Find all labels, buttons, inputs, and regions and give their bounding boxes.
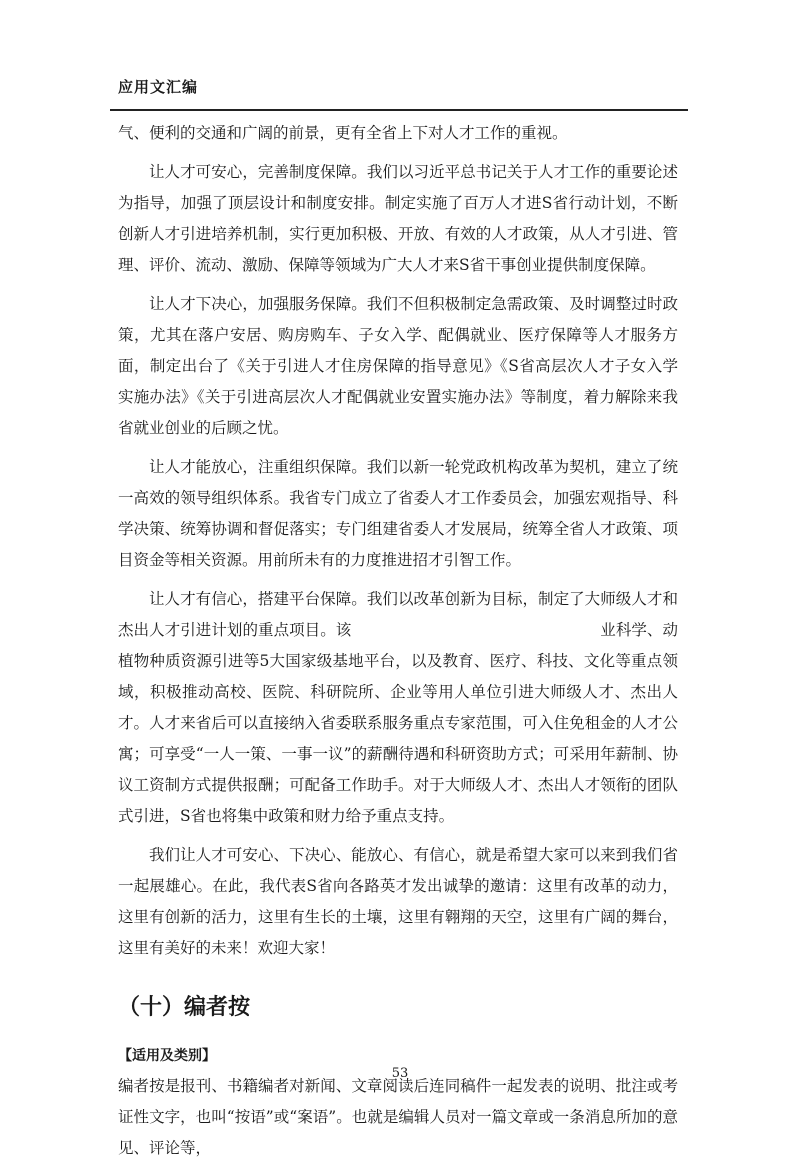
running-header: 应用文汇编: [118, 78, 199, 96]
paragraph-continued: 气、便利的交通和广阔的前景，更有全省上下对人才工作的重视。: [118, 124, 568, 142]
section-sub-heading: 【适用及类别】: [118, 1048, 216, 1064]
page-body: [118, 118, 678, 1164]
paragraph-organizational-guarantee: 让人才能放心，注重组织保障。我们以新一轮党政机构改革为契机，建立了统一高效的领导组织体系。我省专门成立了省委人才工作委员会，加强宏观指导、科学决策、统筹协调和督促落实；专门组建省委人才发展局，统筹全省人才政策、项目资金等相关资源。用前所未有的力度推进招才引智工作。: [118, 458, 678, 569]
paragraph-institutional-guarantee: 让人才可安心，完善制度保障。我们以习近平总书记关于人才工作的重要论述为指导，加强了顶层设计和制度安排。制定实施了百万人才进S省行动计划，不断创新人才引进培养机制，实行更加积极、开放、有效的人才政策，从人才引进、管理、评价、流动、激励、保障等领域为广大人才来S省干事创业提供制度保障。: [118, 163, 678, 274]
section-body-paragraph: 编者按是报刊、书籍编者对新闻、文章阅读后连同稿件一起发表的说明、批注或考证性文字，也叫“按语”或“案语”。也就是编辑人员对一篇文章或一条消息所加的意见、评论等，: [118, 1077, 678, 1157]
paragraph-invitation: 我们让人才可安心、下决心、能放心、有信心，就是希望大家可以来到我们省一起展雄心。在此，我代表S省向各路英才发出诚挚的邀请：这里有改革的动力，这里有创新的活力，这里有生长的土壤，这里有翱翔的天空，这里有广阔的舞台，这里有美好的未来！欢迎大家！: [118, 846, 678, 957]
section-title: （十）编者按: [118, 995, 251, 1020]
header-rule: [110, 109, 688, 111]
paragraph-service-guarantee: 让人才下决心，加强服务保障。我们不但积极制定急需政策、及时调整过时政策，尤其在落户安居、购房购车、子女入学、配偶就业、医疗保障等人才服务方面，制定出台了《关于引进人才住房保障的指导意见》《S省高层次人才子女入学实施办法》《关于引进高层次人才配偶就业安置实施办法》等制度，着力解除来我省就业创业的后顾之忧。: [118, 295, 678, 437]
paragraph-platform-guarantee: 让人才有信心，搭建平台保障。我们以改革创新为目标，制定了大师级人才和杰出人才引进计划的重点项目。该 业科学、动植物种质资源引进等5大国家级基地平台，以及教育、医疗、科技、文化等重点领域，积极推动高校、医院、科研院所、企业等用人单位引进大师级人才、杰出人才。人才来省后可以直接纳入省委联系服务重点专家范围，可入住免租金的人才公寓；可享受“一人一策、一事一议”的薪酬待遇和科研资助方式；可采用年薪制、协议工资制方式提供报酬；可配备工作助手。对于大师级人才、杰出人才领衔的团队式引进，S省也将集中政策和财力给予重点支持。: [118, 590, 678, 825]
page-number: 53: [391, 1066, 409, 1081]
